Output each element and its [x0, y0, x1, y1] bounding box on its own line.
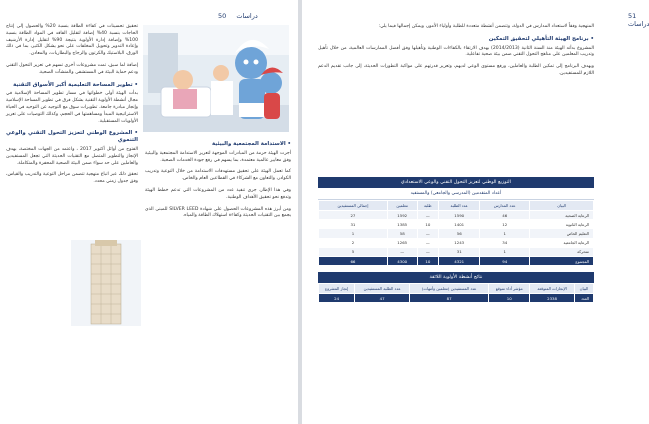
table-row [319, 247, 594, 256]
body-paragraph: المنهجية وفقاً لاستعداد المدارس في الدولة، وتتضمن أنشطة متعددة للطلبة وأولياء الأمور، ويمكن إجمالها فيما يلي: [378, 24, 594, 29]
table-cell: 1243 [439, 238, 480, 247]
table-cell: متحركة [530, 247, 594, 256]
table-header-cell: البيان [574, 284, 593, 294]
right-page-number: 51 [628, 12, 637, 20]
table-total-row [319, 294, 594, 303]
table-header-cell: عدد المستفيدين (معلمين وأمهات) [410, 284, 489, 294]
body-paragraph: إضافة لما سبق، تمت مشروعات أخرى تسهم في تعزيز التحول التقني ودعم حماية البيئة في المستشفى والمنشآت الصحية. [6, 62, 138, 75]
body-paragraph: تحقق ذلك عبر اتباع منهجية تتضمن مراحل التوعية والتدريب والقياس، وفق جدول زمني محدد. [6, 172, 138, 185]
body-paragraph: بدأت الهيئة أولى خطواتها في مسار تطوير المساحة الإسلامية في مجال أنشطة الأولوية التقنية بشكل فرق في تطوير المساحة الإسلامية وإنجاز مبادرة جامعة. تطويرات سوق مع التوجيه عن التوحيد في الحياة الاستراتيجية المبدأ ومساهمتها في الحجم، وكذلك التوصيات على تعزيز الأولويات المستقبلية. [6, 91, 138, 124]
table-cell: — [417, 229, 439, 238]
table-cell: 34 [480, 238, 530, 247]
table-header-cell: مؤشر أداء متوقع [489, 284, 530, 294]
body-paragraph: المشروع بدأته الهيئة منذ السنة الثانية (2014/2013) بهدف الارتقاء بالكفاءات الوطنية وتأهيلها وفق أفضل الممارسات العالمية، من خلال تأهيل وتدريب المعلمين على مناهج التحول التقني ضمن بيئة صحية تفاعلية. [318, 45, 594, 58]
table-header-cell: إنجاز المشروع [319, 284, 355, 294]
table-cell: 1590 [439, 211, 480, 220]
table-2-title: نتائج أنشطة الأولوية اللائقة [318, 272, 594, 283]
table-total-cell: العدد [574, 294, 593, 303]
table-cell: 27 [319, 211, 388, 220]
table-header-cell: عدد المدارس [480, 201, 530, 211]
left-page-header [210, 12, 258, 20]
right-page-header [620, 12, 649, 28]
table-header-cell: البيان [530, 201, 594, 211]
table-cell: 56 [439, 229, 480, 238]
right-page [302, 0, 649, 424]
table-cell: — [417, 238, 439, 247]
body-paragraph: الفتوح من أوائل أكتوبر 2017 ، واعتمد من الجهات المختصة، بهدف الإنجاز والتطوير المتصل مع التقنيات الحديثة التي تجعل المستفيدين والعاملين على حد سواء ضمن البيئة الصحية المحفزة والمتكاملة. [6, 146, 138, 166]
left-page [0, 0, 298, 424]
table-cell: — [387, 247, 417, 256]
body-paragraph: كما تعمل الهيئة على تحقيق مستهدفات الاستدامة من خلال التوعية وتدريب الكوادر، والتعاون مع الشركاء في القطاعين العام والخاص. [145, 169, 291, 182]
table-cell: 12 [480, 220, 530, 229]
table-cell: — [417, 211, 439, 220]
body-paragraph: وفي هذا الإطار، جرى تنفيذ عدد من المشروعات التي تدعم خطط الهيئة وتدفع نحو تحقيق الأهداف الوطنية. [145, 187, 291, 200]
table-header-cell: عدد الطلبة المستفيدين [355, 284, 410, 294]
table-cell: الرعاية الصحية [530, 211, 594, 220]
smurf-mascot-photo [143, 25, 289, 132]
table-cell: 1401 [439, 220, 480, 229]
body-paragraph: أجرت الهيئة حزمة من المبادرات الموجهة لتعزيز الاستدامة المجتمعية والبيئية وفق معايير عالمية معتمدة، بما يسهم في رفع جودة الخدمات الصحية. [145, 150, 291, 163]
table-cell: 10 [417, 220, 439, 229]
table-header-cell: معلمين [387, 201, 417, 211]
body-paragraph: تحقيق تحسينات في كفاءة الطاقة بنسبة 20% والحصول إلى إنتاج الحاجات بنسبة 40% إضافة لتقليل الفاقد في المواد الطاقة بنسبة 100% وإضافة إدارة الأولوية بنتيجة 90% لتقليل إدارة الأرشيف وإعادة التدوير وتحويل المخلفات على نحو يشكل الكثير، بما في ذلك الورق، البلاستيك والكرتون والزجاج والبطاريات، والمعادن. [6, 24, 138, 57]
section-heading: • برنامج الهيئة التأهيلي لتحقيق التمكين [488, 35, 594, 42]
table-cell: 1 [480, 247, 530, 256]
table-total-cell: 94 [480, 256, 530, 265]
table-total-cell: 4300 [387, 256, 417, 265]
table-cell: 1 [480, 229, 530, 238]
table-cell: 1 [319, 229, 388, 238]
table-cell: الرعاية الثانوية [530, 220, 594, 229]
left-page-number: 50 [218, 12, 227, 20]
table-cell: التعليم الخاص [530, 229, 594, 238]
table-header-cell: إجمالي المستفيدين [319, 201, 388, 211]
table-header-cell: عدد الطلبة [439, 201, 480, 211]
table-total-row [319, 256, 594, 265]
left-page-column-left [6, 24, 138, 420]
right-page-title: دراسات [628, 20, 649, 28]
body-paragraph: ويهدف البرنامج إلى تمكين الطلبة والعاملين، ورفع مستوى الوعي لديهم، وتعزيز قدرتهم على مواكبة التطورات الحديثة، إلى جانب تقديم الدعم اللازم للمستفيدين. [318, 64, 594, 76]
table-cell: 2 [319, 238, 388, 247]
section-heading: • الاستدامة المجتمعية والبيئية [212, 141, 291, 147]
table-total-cell: 2338 [530, 294, 575, 303]
section-heading: • المشروع الوطني لتعزيز التحول التقني والوعي التنموي [6, 130, 138, 144]
stats-table-1 [318, 200, 594, 266]
table-cell: الرعاية الجامعية [530, 238, 594, 247]
body-paragraph: ومن أبرز هذه المشروعات الحصول على شهادة SILVER LEED للمبنى الذي يجمع بين التقنيات الحديثة وكفاءة استهلاك الطاقة والمياه. [145, 206, 291, 219]
table-cell: 31 [319, 220, 388, 229]
table-total-cell: 87 [410, 294, 489, 303]
table-1-subtitle: أعداد المتقدمين (المدرسي والجامعي) والمستفيد [318, 188, 594, 200]
stats-table-2 [318, 283, 594, 303]
table-header-cell: الإنجازات المتوقعة [530, 284, 575, 294]
table-total-cell: 10 [417, 256, 439, 265]
left-page-column-right [145, 138, 291, 420]
table-cell: 46 [480, 211, 530, 220]
table-cell: 58 [387, 229, 417, 238]
table-row [319, 220, 594, 229]
table-cell: 5 [319, 247, 388, 256]
table-row [319, 211, 594, 220]
table-total-cell: 10 [489, 294, 530, 303]
table-total-cell: 66 [319, 256, 388, 265]
table-cell: 1592 [387, 211, 417, 220]
table-total-cell: 47 [355, 294, 410, 303]
table-1-title: التوزيع الوطني لتعزيز التحول التقني والوعي الاستعدادي [318, 177, 594, 188]
left-page-title: دراسات [236, 12, 258, 20]
table-cell: 1385 [387, 220, 417, 229]
section-heading: • تطوير المساحة التعليمية أكبر الأسواق التقنية [13, 81, 138, 88]
table-header-cell: طلبة [417, 201, 439, 211]
stats-table-1-container [318, 177, 594, 303]
table-total-cell: 24 [319, 294, 355, 303]
table-row [319, 238, 594, 247]
right-page-intro [318, 24, 594, 172]
table-total-cell: المجموع [530, 256, 594, 265]
table-cell: — [417, 247, 439, 256]
table-cell: 31 [439, 247, 480, 256]
table-cell: 1265 [387, 238, 417, 247]
table-total-cell: 4321 [439, 256, 480, 265]
table-row [319, 229, 594, 238]
